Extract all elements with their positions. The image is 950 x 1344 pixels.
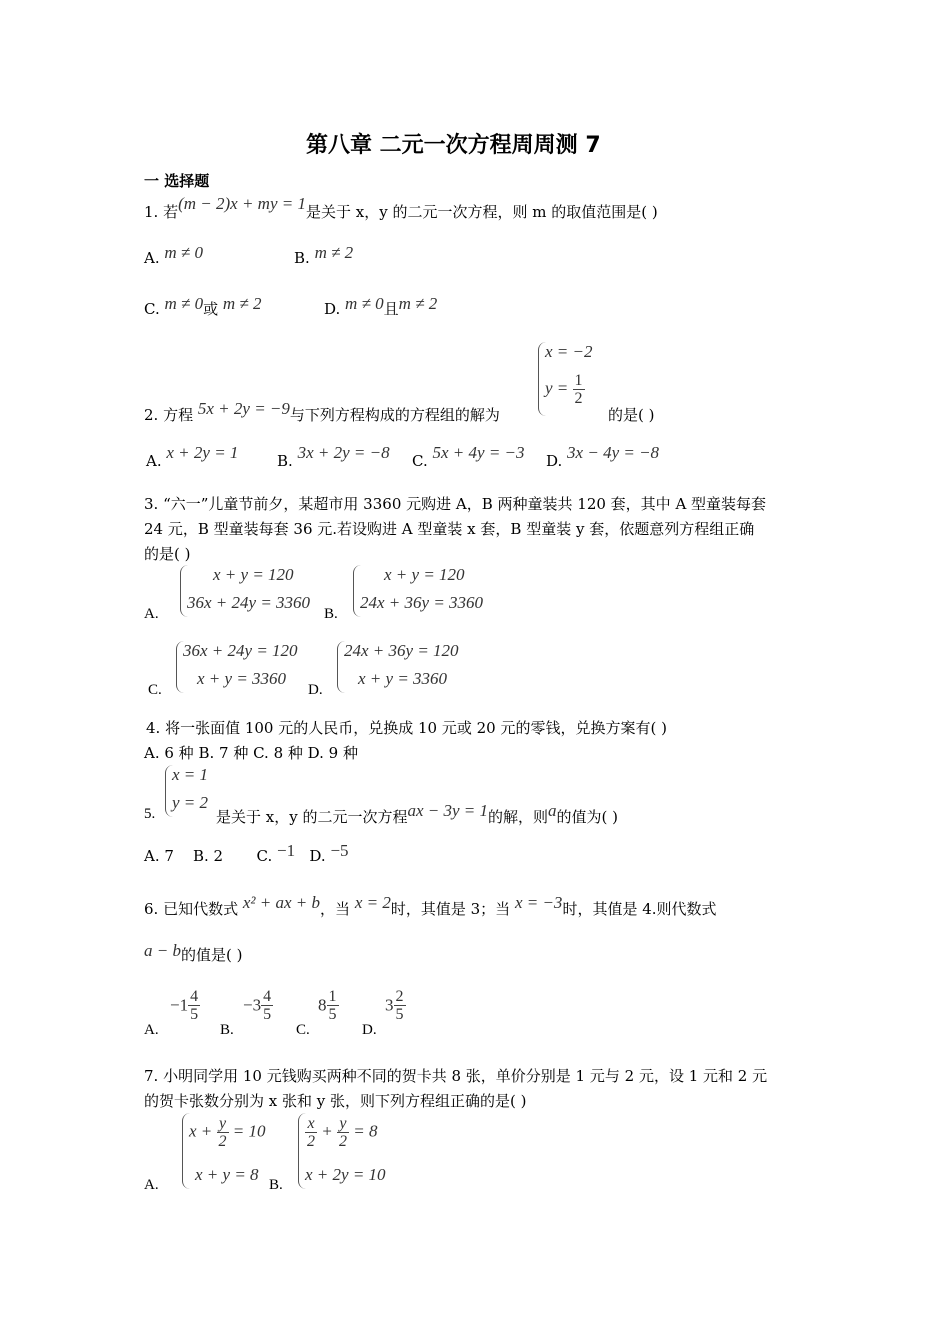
q6-text: 6. 已知代数式 [144, 900, 239, 918]
q5-variable: a [548, 801, 557, 820]
option-math: m ≠ 2 [398, 294, 438, 313]
q2-text: 与下列方程构成的方程组的解为 [289, 406, 500, 424]
q4-options: A. 6 种 B. 7 种 C. 8 种 D. 9 种 [144, 744, 358, 762]
q3-system-b [353, 565, 504, 617]
q2-equation: 5x + 2y = −9 [197, 399, 290, 418]
q7-label-b: B. [269, 1177, 283, 1193]
option-math: x + 2y = 1 [166, 443, 239, 462]
q6-text: 时，其值是 4.则代数式 [562, 900, 717, 918]
option-label: C. [412, 452, 428, 470]
q2-option-b [277, 443, 390, 471]
option-math: m ≠ 2 [222, 294, 262, 313]
math-text: x + [189, 1121, 213, 1141]
option-math: m ≠ 0 [164, 294, 204, 313]
option-c-math: −1 [277, 841, 296, 860]
option-d-label: D. [309, 847, 326, 865]
q5-equation: ax − 3y = 1 [407, 801, 489, 820]
q5-system [165, 765, 218, 817]
fraction [261, 988, 273, 1023]
system-row: 36x + 24y = 120 [183, 641, 298, 660]
system-row: 36x + 24y = 3360 [187, 593, 311, 612]
denominator: 2 [307, 1133, 315, 1150]
fraction [327, 988, 339, 1023]
option-math: m ≠ 0 [164, 243, 203, 262]
option-math: 3x + 2y = −8 [297, 443, 390, 462]
q6-label-d: D. [362, 1022, 377, 1038]
q2-prefix: 2. 方程 [144, 406, 194, 424]
q5-text-1: 是关于 x，y 的二元一次方程 [216, 808, 408, 826]
mixed-integer: 8 [318, 995, 327, 1015]
system-row: x + y = 8 [195, 1165, 259, 1184]
fraction [394, 988, 406, 1023]
q3-label-d: D. [308, 682, 323, 698]
fraction [217, 1115, 229, 1150]
option-math: 3x − 4y = −8 [567, 443, 660, 462]
numerator: 4 [263, 988, 272, 1005]
fraction [188, 988, 200, 1023]
mixed-integer: −3 [243, 995, 262, 1015]
denominator: 2 [574, 390, 583, 407]
option-label: D. [324, 300, 341, 318]
q3-system-d [337, 641, 478, 693]
q1-option-d [324, 294, 438, 319]
option-label: D. [546, 452, 563, 470]
q6-option-a [170, 988, 200, 1023]
option-math: m ≠ 0 [345, 294, 384, 313]
math-text: + [321, 1121, 333, 1141]
denominator: 5 [395, 1006, 404, 1023]
option-a: A. 7 [144, 847, 174, 865]
q6-option-b [243, 988, 273, 1023]
q5-prefix: 5. [144, 806, 156, 822]
system-row: y = 2 [172, 793, 209, 812]
q6-text: ，当 [320, 900, 351, 918]
numerator: 4 [190, 988, 199, 1005]
q6-text: 时，其值是 3；当 [390, 900, 511, 918]
system-row: x + 2y = 10 [305, 1165, 386, 1184]
numerator: 2 [395, 988, 404, 1005]
option-math: m ≠ 2 [314, 243, 354, 262]
q6-condition-1: x = 2 [354, 893, 391, 912]
system-row: x = −2 [545, 342, 593, 361]
denominator: 5 [263, 1006, 272, 1023]
numerator: 1 [574, 372, 583, 389]
system-row [189, 1115, 266, 1150]
option-d-math: −5 [330, 841, 349, 860]
fraction [573, 372, 585, 407]
q2-option-c [412, 443, 525, 471]
q5-text-2: 的解，则 [488, 808, 549, 826]
option-b: B. 2 [193, 847, 224, 865]
fraction [305, 1115, 317, 1150]
q6-option-d [385, 988, 406, 1023]
q3-line-1: 3. “六一”儿童节前夕，某超市用 3360 元购进 A，B 两种童装共 120 套，其中 A 型童装每套 [144, 495, 767, 513]
q5-text-3: 的值为( ) [556, 808, 619, 826]
q6-expression: x² + ax + b [242, 893, 321, 912]
question-1 [144, 194, 658, 222]
q6-option-c [318, 988, 339, 1023]
system-row: x + y = 3360 [197, 669, 287, 688]
q6-label-b: B. [220, 1022, 234, 1038]
option-math: 5x + 4y = −3 [432, 443, 525, 462]
q7-line-1: 7. 小明同学用 10 元钱购买两种不同的贺卡共 8 张，单价分别是 1 元与 2 元，设 1 元和 2 元 [144, 1067, 768, 1085]
system-row: 24x + 36y = 3360 [360, 593, 484, 612]
q6-line-2 [144, 941, 243, 965]
numerator: x [305, 1115, 317, 1133]
option-text: 且 [383, 300, 399, 318]
q3-system-a [180, 565, 331, 617]
option-label: B. [294, 249, 310, 267]
system-row [305, 1115, 377, 1150]
denominator: 5 [328, 1006, 337, 1023]
q3-label-a: A. [144, 606, 159, 622]
math-text: y = [545, 378, 569, 398]
q6-line-1 [144, 893, 717, 919]
q2-option-a [146, 443, 239, 471]
q7-system-a [182, 1113, 273, 1189]
q1-option-c [144, 294, 262, 319]
option-label: C. [144, 300, 160, 318]
math-text: = 10 [232, 1121, 266, 1141]
q2-option-d [546, 443, 660, 471]
q1-prefix: 1. 若 [144, 203, 179, 221]
system-row: x + y = 120 [213, 565, 294, 584]
mixed-integer: 3 [385, 995, 394, 1015]
q5-text [216, 801, 619, 827]
system-row: 24x + 36y = 120 [344, 641, 459, 660]
section-heading: 一 选择题 [144, 172, 210, 190]
denominator: 2 [218, 1133, 227, 1150]
q1-text: 是关于 x，y 的二元一次方程，则 m 的取值范围是( ) [305, 203, 658, 221]
q6-text: 的值是( ) [180, 946, 243, 964]
q2-solution-system [538, 342, 609, 416]
q3-line-3: 的是( ) [144, 545, 191, 563]
q7-line-2: 的贺卡张数分别为 x 张和 y 张，则下列方程组正确的是( ) [144, 1092, 527, 1110]
option-c-label: C. [256, 847, 273, 865]
option-label: A. [146, 452, 162, 470]
q7-label-a: A. [144, 1177, 159, 1193]
q1-option-a [144, 243, 203, 268]
q6-label-a: A. [144, 1022, 159, 1038]
q4-line-1: 4. 将一张面值 100 元的人民币，兑换成 10 元或 20 元的零钱，兑换方案有( ) [146, 719, 667, 737]
q1-option-b [294, 243, 354, 268]
q1-equation: (m − 2)x + my = 1 [178, 194, 306, 213]
q6-condition-2: x = −3 [514, 893, 563, 912]
q3-label-c: C. [148, 682, 162, 698]
system-row: x + y = 3360 [358, 669, 448, 688]
denominator: 2 [338, 1133, 347, 1150]
numerator: 1 [328, 988, 337, 1005]
mixed-integer: −1 [170, 995, 189, 1015]
q3-label-b: B. [324, 606, 338, 622]
page-title: 第八章 二元一次方程周周测 7 [306, 133, 601, 158]
q6-label-c: C. [296, 1022, 310, 1038]
system-row [545, 372, 585, 407]
q2-suffix: 的是( ) [608, 406, 655, 424]
numerator: y [217, 1115, 229, 1133]
option-text: 或 [203, 300, 219, 318]
q6-expression-2: a − b [144, 941, 181, 960]
q7-system-b [298, 1113, 399, 1189]
option-label: B. [277, 452, 293, 470]
question-2 [144, 399, 500, 425]
option-label: A. [144, 249, 160, 267]
numerator: y [337, 1115, 349, 1133]
system-row: x + y = 120 [384, 565, 465, 584]
q5-options [144, 841, 349, 866]
q3-system-c [176, 641, 317, 693]
fraction [337, 1115, 349, 1150]
system-row: x = 1 [172, 765, 209, 784]
q3-line-2: 24 元，B 型童装每套 36 元.若设购进 A 型童装 x 套，B 型童装 y 套，依题意列方程组正确 [144, 520, 755, 538]
denominator: 5 [190, 1006, 199, 1023]
math-text: = 8 [353, 1121, 378, 1141]
